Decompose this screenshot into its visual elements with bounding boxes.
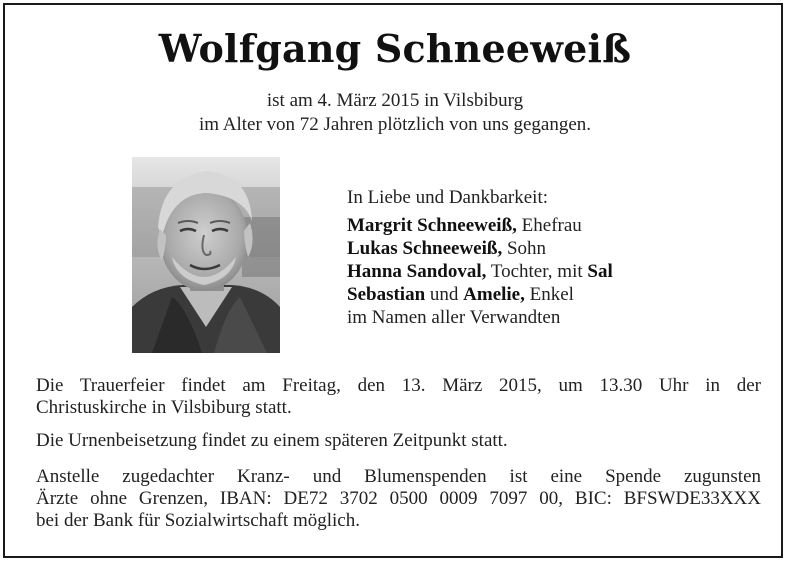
mourner-line (347, 237, 613, 260)
donation-line: Anstelle zugedachter Kranz- und Blumenspenden ist eine Spende zugunsten (36, 466, 761, 487)
mourner-name: Lukas Schneeweiß, (347, 238, 503, 259)
mourner-relation: Sohn (502, 238, 547, 259)
mourner-name: Sebastian (347, 284, 426, 305)
mourner-connector: und (425, 284, 464, 305)
mourner-relation: Ehefrau (516, 215, 582, 236)
donation-line: bei der Bank für Sozialwirtschaft möglich. (36, 510, 360, 531)
urn-paragraph (36, 430, 761, 452)
family-intro: In Liebe und Dankbarkeit: (347, 187, 549, 208)
mourner-line (347, 260, 613, 283)
mourner-name: Margrit Schneeweiß, (347, 215, 517, 236)
mourner-relation: Enkel (524, 284, 574, 305)
death-date-place: ist am 4. März 2015 in Vilsbiburg (266, 90, 524, 111)
mourners-block (347, 186, 613, 329)
mourner-line (347, 214, 613, 237)
donation-line: Ärzte ohne Grenzen, IBAN: DE72 3702 0500 0009 7097 00, BIC: BFSWDE33XXX (36, 488, 761, 509)
family-closing: im Namen aller Verwandten (347, 307, 561, 328)
funeral-paragraph (36, 375, 761, 419)
mourner-name: Hanna Sandoval, (347, 261, 487, 282)
mourner-line (347, 283, 613, 306)
portrait-photo (132, 157, 280, 353)
mourner-name: Amelie, (463, 284, 525, 305)
mourner-relation: Tochter, mit (486, 261, 588, 282)
deceased-name: Wolfgang Schneeweiß (158, 26, 632, 71)
age-at-death: im Alter von 72 Jahren plötzlich von uns gegangen. (198, 114, 592, 135)
donation-paragraph (36, 466, 761, 532)
funeral-line: Christuskirche in Vilsbiburg statt. (36, 397, 292, 418)
mourner-name: Sal (587, 261, 613, 282)
urn-line: Die Urnenbeisetzung findet zu einem späteren Zeitpunkt statt. (36, 430, 508, 451)
funeral-line: Die Trauerfeier findet am Freitag, den 13. März 2015, um 13.30 Uhr in der (36, 375, 761, 396)
